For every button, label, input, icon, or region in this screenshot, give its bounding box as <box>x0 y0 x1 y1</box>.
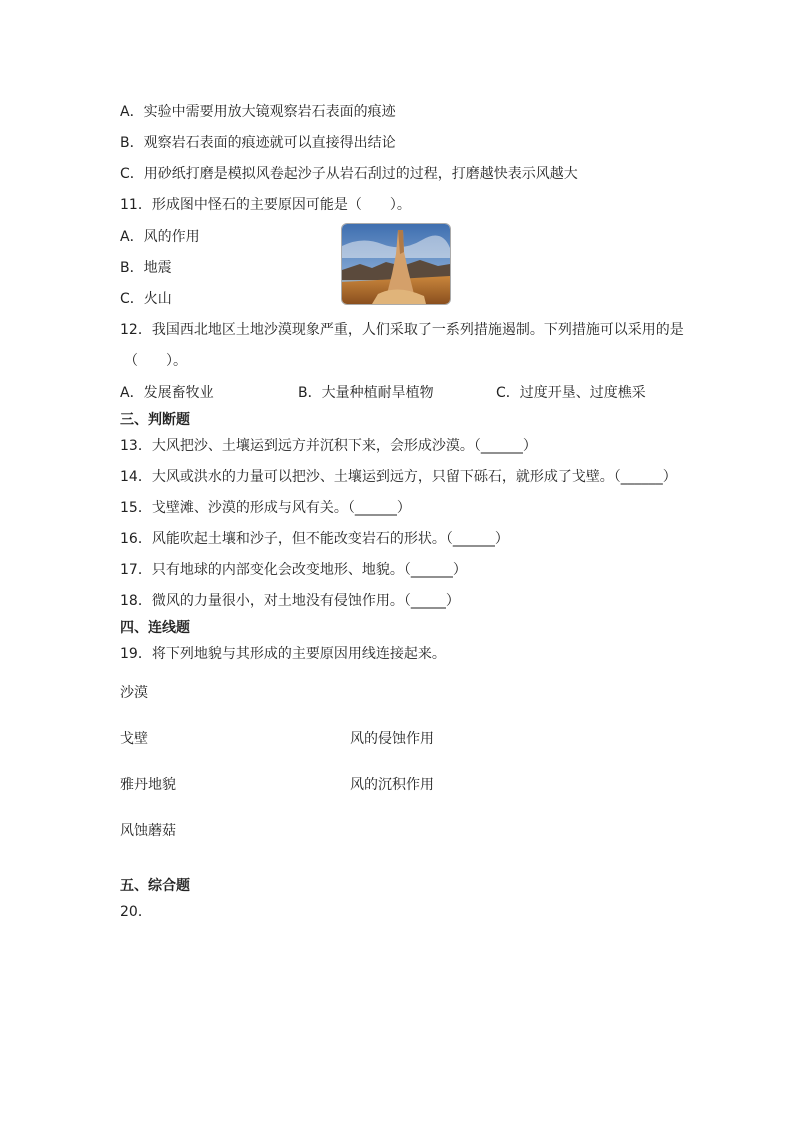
q17: 17．只有地球的内部变化会改变地形、地貌。（______） <box>120 562 467 578</box>
q10-option-b: B．观察岩石表面的痕迹就可以直接得出结论 <box>120 135 396 151</box>
match-right-item: 风的侵蚀作用 <box>350 731 434 747</box>
q13: 13．大风把沙、土壤运到远方并沉积下来，会形成沙漠。（______） <box>120 438 537 454</box>
q11-option-c: C．火山 <box>120 291 172 307</box>
match-left-item: 沙漠 <box>120 685 148 701</box>
q12-option-a: A．发展畜牧业 <box>120 385 214 401</box>
q19-stem: 19．将下列地貌与其形成的主要原因用线连接起来。 <box>120 646 446 662</box>
q10-option-c: C．用砂纸打磨是模拟风卷起沙子从岩石刮过的过程，打磨越快表示风越大 <box>120 166 578 182</box>
match-left-item: 雅丹地貌 <box>120 777 176 793</box>
q10-option-a: A．实验中需要用放大镜观察岩石表面的痕迹 <box>120 104 396 120</box>
q20-stem: 20． <box>120 904 152 920</box>
q12-stem: 12．我国西北地区土地沙漠现象严重，人们采取了一系列措施遏制。下列措施可以采用的是 <box>120 322 684 338</box>
q11-option-b: B．地震 <box>120 260 172 276</box>
q15: 15．戈壁滩、沙漠的形成与风有关。（______） <box>120 500 411 516</box>
q11-option-a: A．风的作用 <box>120 229 200 245</box>
match-right-item: 风的沉积作用 <box>350 777 434 793</box>
section3-title: 三、判断题 <box>120 412 190 428</box>
q11-stem: 11．形成图中怪石的主要原因可能是（ ）。 <box>120 197 411 213</box>
q12-option-b: B．大量种植耐旱植物 <box>298 385 434 401</box>
section5-title: 五、综合题 <box>120 878 190 894</box>
q18: 18．微风的力量很小，对土地没有侵蚀作用。（_____） <box>120 593 460 609</box>
rock-formation-photo <box>341 223 451 305</box>
section4-title: 四、连线题 <box>120 620 190 636</box>
q14: 14．大风或洪水的力量可以把沙、土壤运到远方，只留下砾石，就形成了戈壁。（______） <box>120 469 677 485</box>
match-left-item: 戈壁 <box>120 731 148 747</box>
match-left-item: 风蚀蘑菇 <box>120 823 176 839</box>
q12-blank: （ ）。 <box>124 353 187 369</box>
q12-option-c: C．过度开垦、过度樵采 <box>496 385 646 401</box>
q16: 16．风能吹起土壤和沙子，但不能改变岩石的形状。（______） <box>120 531 509 547</box>
